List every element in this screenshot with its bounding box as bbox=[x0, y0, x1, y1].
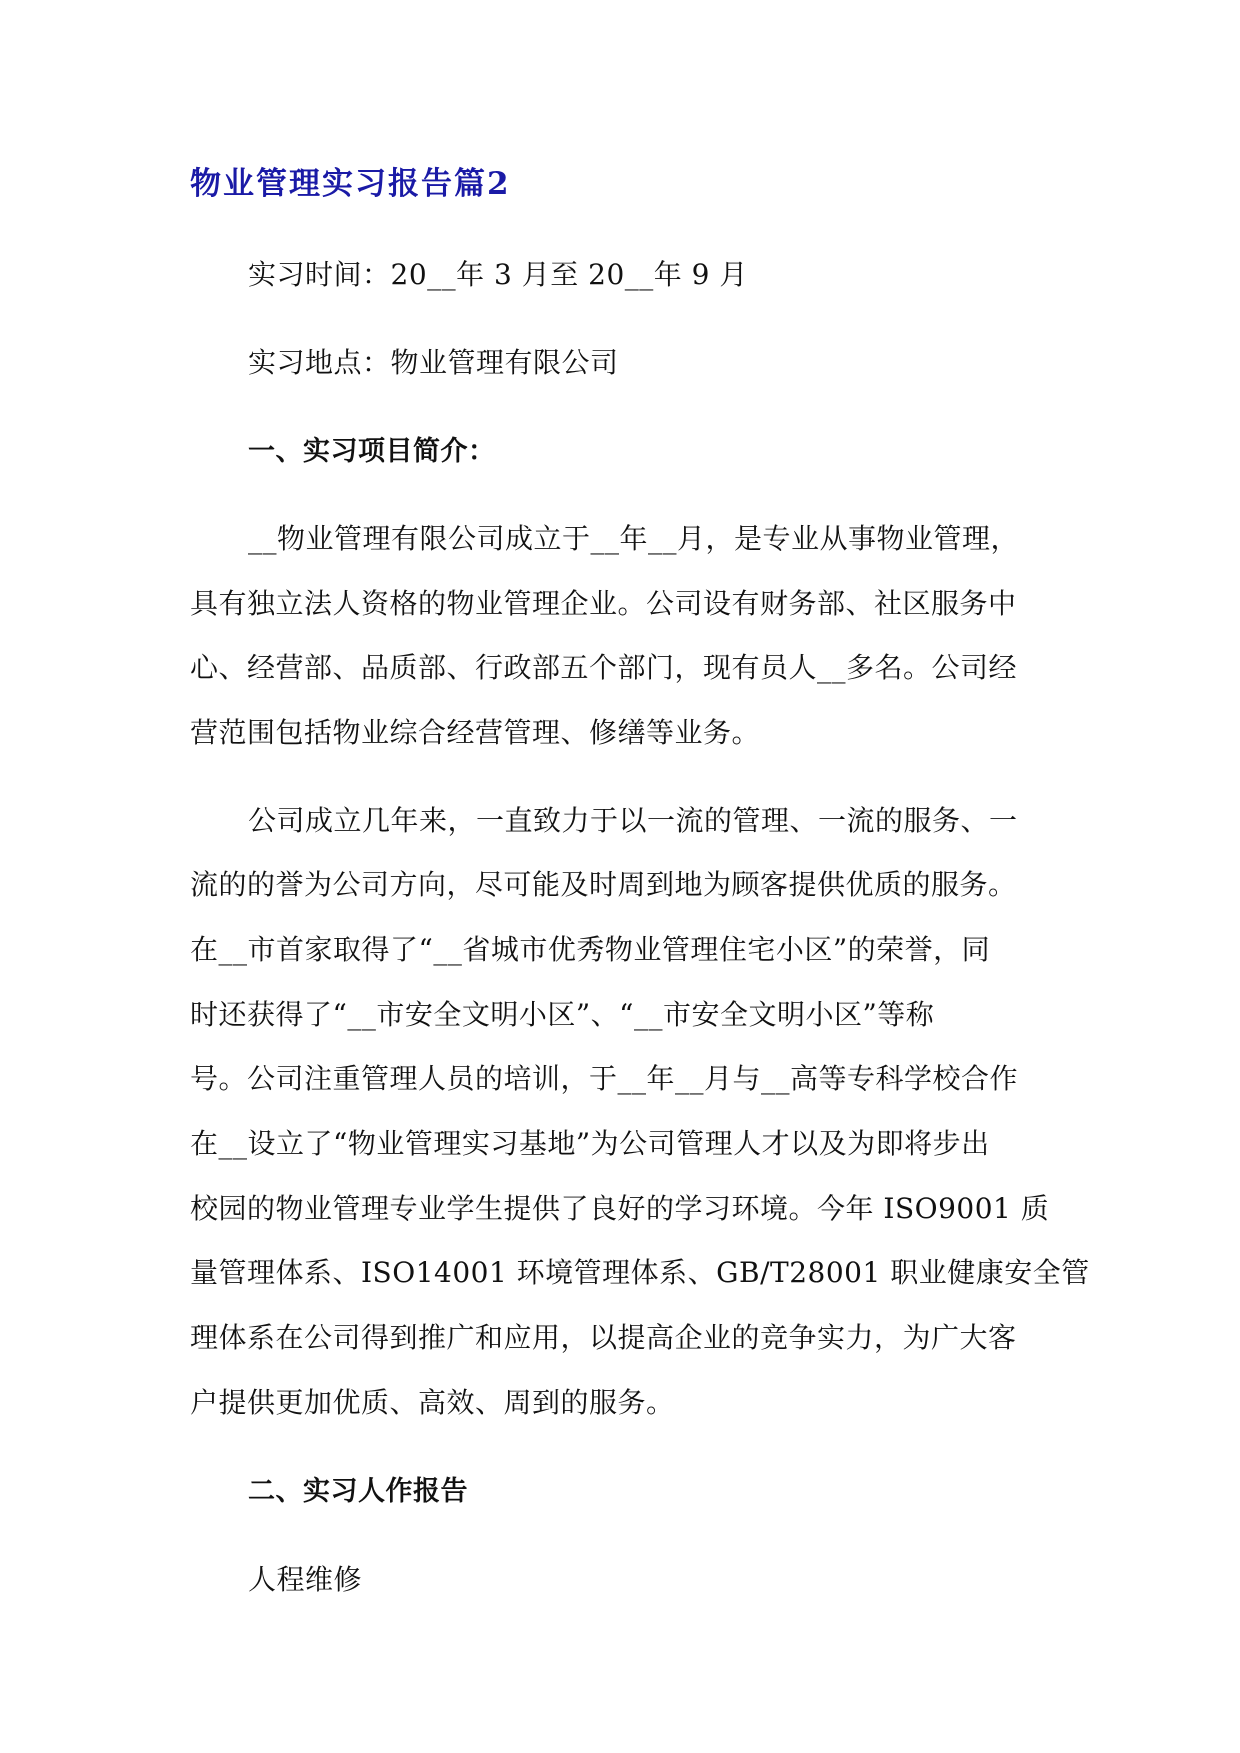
paragraph-line: 人程维修 bbox=[248, 1563, 363, 1596]
paragraph-line: 在__市首家取得了“__省城市优秀物业管理住宅小区”的荣誉，同 bbox=[190, 933, 991, 966]
paragraph-line: 公司成立几年来，一直致力于以一流的管理、一流的服务、一 bbox=[248, 804, 1018, 837]
paragraph-line: 号。公司注重管理人员的培训，于__年__月与__高等专科学校合作 bbox=[190, 1062, 1019, 1095]
paragraph-line: 量管理体系、ISO14001 环境管理体系、GB/T28001 职业健康安全管 bbox=[190, 1256, 1090, 1289]
paragraph-line: 时还获得了“__市安全文明小区”、“__市安全文明小区”等称 bbox=[190, 998, 935, 1031]
section-heading-2: 二、实习人作报告 bbox=[248, 1476, 468, 1507]
paragraph-line: 在__设立了“物业管理实习基地”为公司管理人才以及为即将步出 bbox=[190, 1127, 990, 1160]
internship-place: 实习地点：物业管理有限公司 bbox=[248, 346, 619, 379]
paragraph-line: 具有独立法人资格的物业管理企业。公司设有财务部、社区服务中 bbox=[190, 587, 1017, 620]
paragraph-line: 流的的誉为公司方向，尽可能及时周到地为顾客提供优质的服务。 bbox=[190, 868, 1017, 901]
paragraph-line: 心、经营部、品质部、行政部五个部门，现有员人__多名。公司经 bbox=[190, 651, 1018, 684]
document-title: 物业管理实习报告篇2 bbox=[190, 166, 511, 202]
paragraph-line: 户提供更加优质、高效、周到的服务。 bbox=[190, 1386, 675, 1419]
paragraph-line: 校园的物业管理专业学生提供了良好的学习环境。今年 ISO9001 质 bbox=[190, 1192, 1050, 1225]
paragraph-line: __物业管理有限公司成立于__年__月，是专业从事物业管理， bbox=[248, 522, 1020, 555]
internship-time: 实习时间：20__年 3 月至 20__年 9 月 bbox=[248, 258, 748, 291]
paragraph-line: 理体系在公司得到推广和应用，以提高企业的竞争实力，为广大客 bbox=[190, 1321, 1017, 1354]
paragraph-line: 营范围包括物业综合经营管理、修缮等业务。 bbox=[190, 716, 761, 749]
section-heading-1: 一、实习项目简介： bbox=[248, 436, 496, 467]
